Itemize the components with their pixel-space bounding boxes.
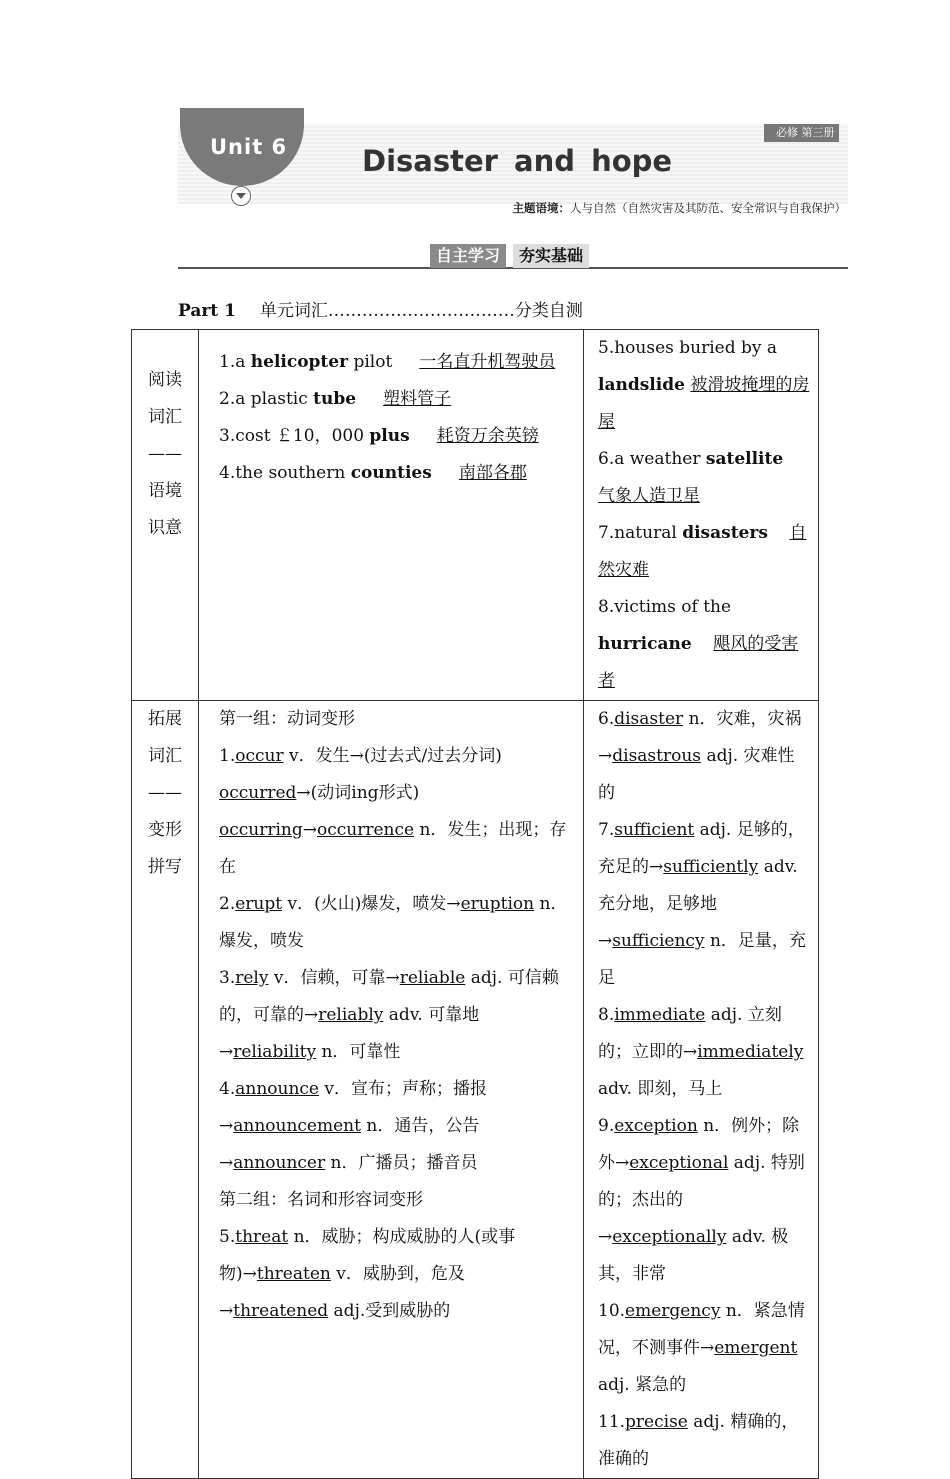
section-tag-study: 自主学习 bbox=[430, 244, 506, 268]
list-item: 6.disaster n．灾难，灾祸→disastrous adj. 灾难性的 bbox=[598, 709, 802, 803]
morphology-left-cell bbox=[199, 701, 584, 1479]
part-heading bbox=[178, 296, 583, 321]
list-item: 8.immediate adj. 立刻的；立即的→immediately adv. 即刻，马上 bbox=[598, 1005, 804, 1099]
category-line: 阅读 bbox=[148, 370, 182, 390]
table-row bbox=[132, 701, 819, 1479]
category-line: 变形 bbox=[148, 820, 182, 840]
category-line: —— bbox=[148, 783, 182, 803]
chevron-down-icon[interactable] bbox=[231, 186, 251, 206]
list-item: 5.houses buried by a landslide 被滑坡掩埋的房屋 bbox=[598, 338, 810, 432]
category-line: —— bbox=[148, 444, 182, 464]
list-item: 10.emergency n．紧急情况，不测事件→emergent adj. 紧急的 bbox=[598, 1301, 805, 1395]
category-cell bbox=[132, 330, 199, 701]
list-item: 4.announce v．宣布；声称；播报→announcement n．通告，公告→announcer n．广播员；播音员 bbox=[219, 1079, 487, 1173]
category-cell bbox=[132, 701, 199, 1479]
theme-label: 主题语境： bbox=[512, 201, 570, 215]
part-title: 单元词汇……………………………分类自测 bbox=[259, 301, 583, 321]
list-item: 7.natural disasters 自然灾难 bbox=[598, 523, 807, 580]
answer-blank[interactable]: 自然灾难 bbox=[598, 523, 807, 580]
category-line: 拓展 bbox=[148, 709, 182, 729]
list-item: 9.exception n．例外；除外→exceptional adj. 特别的；杰出的→exceptionally adv. 极其，非常 bbox=[598, 1116, 805, 1284]
answer-blank[interactable]: 南部各郡 bbox=[458, 463, 527, 483]
list-item: 8.victims of the hurricane 飓风的受害者 bbox=[598, 597, 799, 691]
category-line: 词汇 bbox=[148, 407, 182, 427]
context-left-cell bbox=[199, 330, 584, 701]
list-item: 6.a weather satellite 气象人造卫星 bbox=[598, 449, 784, 506]
answer-blank[interactable]: 一名直升机驾驶员 bbox=[419, 352, 556, 372]
answer-blank[interactable]: 耗资万余英镑 bbox=[436, 426, 539, 446]
theme-text: 人与自然（自然灾害及其防范、安全常识与自我保护） bbox=[570, 201, 846, 215]
theme-line bbox=[513, 200, 847, 216]
category-line: 拼写 bbox=[148, 857, 182, 877]
list-item: 5.threat n．威胁；构成威胁的人(或事物)→threaten v．威胁到，危及→threatened adj.受到威胁的 bbox=[219, 1227, 516, 1321]
unit-label: Unit 6 bbox=[210, 135, 288, 159]
list-item: 4.the southern counties 南部各郡 bbox=[219, 463, 527, 483]
answer-blank[interactable]: 飓风的受害者 bbox=[598, 634, 799, 691]
answer-blank[interactable]: 气象人造卫星 bbox=[598, 486, 700, 506]
category-line: 语境 bbox=[148, 481, 182, 501]
morphology-right-cell bbox=[584, 701, 819, 1479]
group-heading: 第一组：动词变形 bbox=[219, 709, 355, 729]
list-item: 2.a plastic tube 塑料管子 bbox=[219, 389, 452, 409]
section-tag-foundation: 夯实基础 bbox=[513, 244, 589, 268]
group-heading: 第二组：名词和形容词变形 bbox=[219, 1190, 423, 1210]
context-right-cell bbox=[584, 330, 819, 701]
list-item: 7.sufficient adj. 足够的，充足的→sufficiently adv. 充分地，足够地→sufficiency n．足量，充足 bbox=[598, 820, 806, 988]
vocab-table bbox=[131, 329, 819, 1479]
list-item: 3.cost ￡10，000 plus 耗资万余英镑 bbox=[219, 426, 539, 446]
list-item: 11.precise adj. 精确的，准确的 bbox=[598, 1412, 799, 1469]
list-item: 1.occur v．发生→(过去式/过去分词) occurred→(动词ing形式) occurring→occurrence n．发生；出现；存在 bbox=[219, 746, 567, 877]
category-line: 词汇 bbox=[148, 746, 182, 766]
table-row bbox=[132, 330, 819, 701]
list-item: 3.rely v．信赖，可靠→reliable adj. 可信赖的，可靠的→reliably adv. 可靠地→reliability n．可靠性 bbox=[219, 968, 559, 1062]
page-title: Disaster and hope bbox=[362, 144, 673, 178]
book-tag: 必修 第三册 bbox=[764, 124, 839, 142]
list-item: 2.erupt v．(火山)爆发，喷发→eruption n．爆发，喷发 bbox=[219, 894, 568, 951]
category-line: 识意 bbox=[148, 518, 182, 538]
answer-blank[interactable]: 塑料管子 bbox=[383, 389, 452, 409]
part-label: Part 1 bbox=[178, 301, 236, 321]
list-item: 1.a helicopter pilot 一名直升机驾驶员 bbox=[219, 352, 556, 372]
answer-blank[interactable]: 被滑坡掩埋的房屋 bbox=[598, 375, 810, 432]
